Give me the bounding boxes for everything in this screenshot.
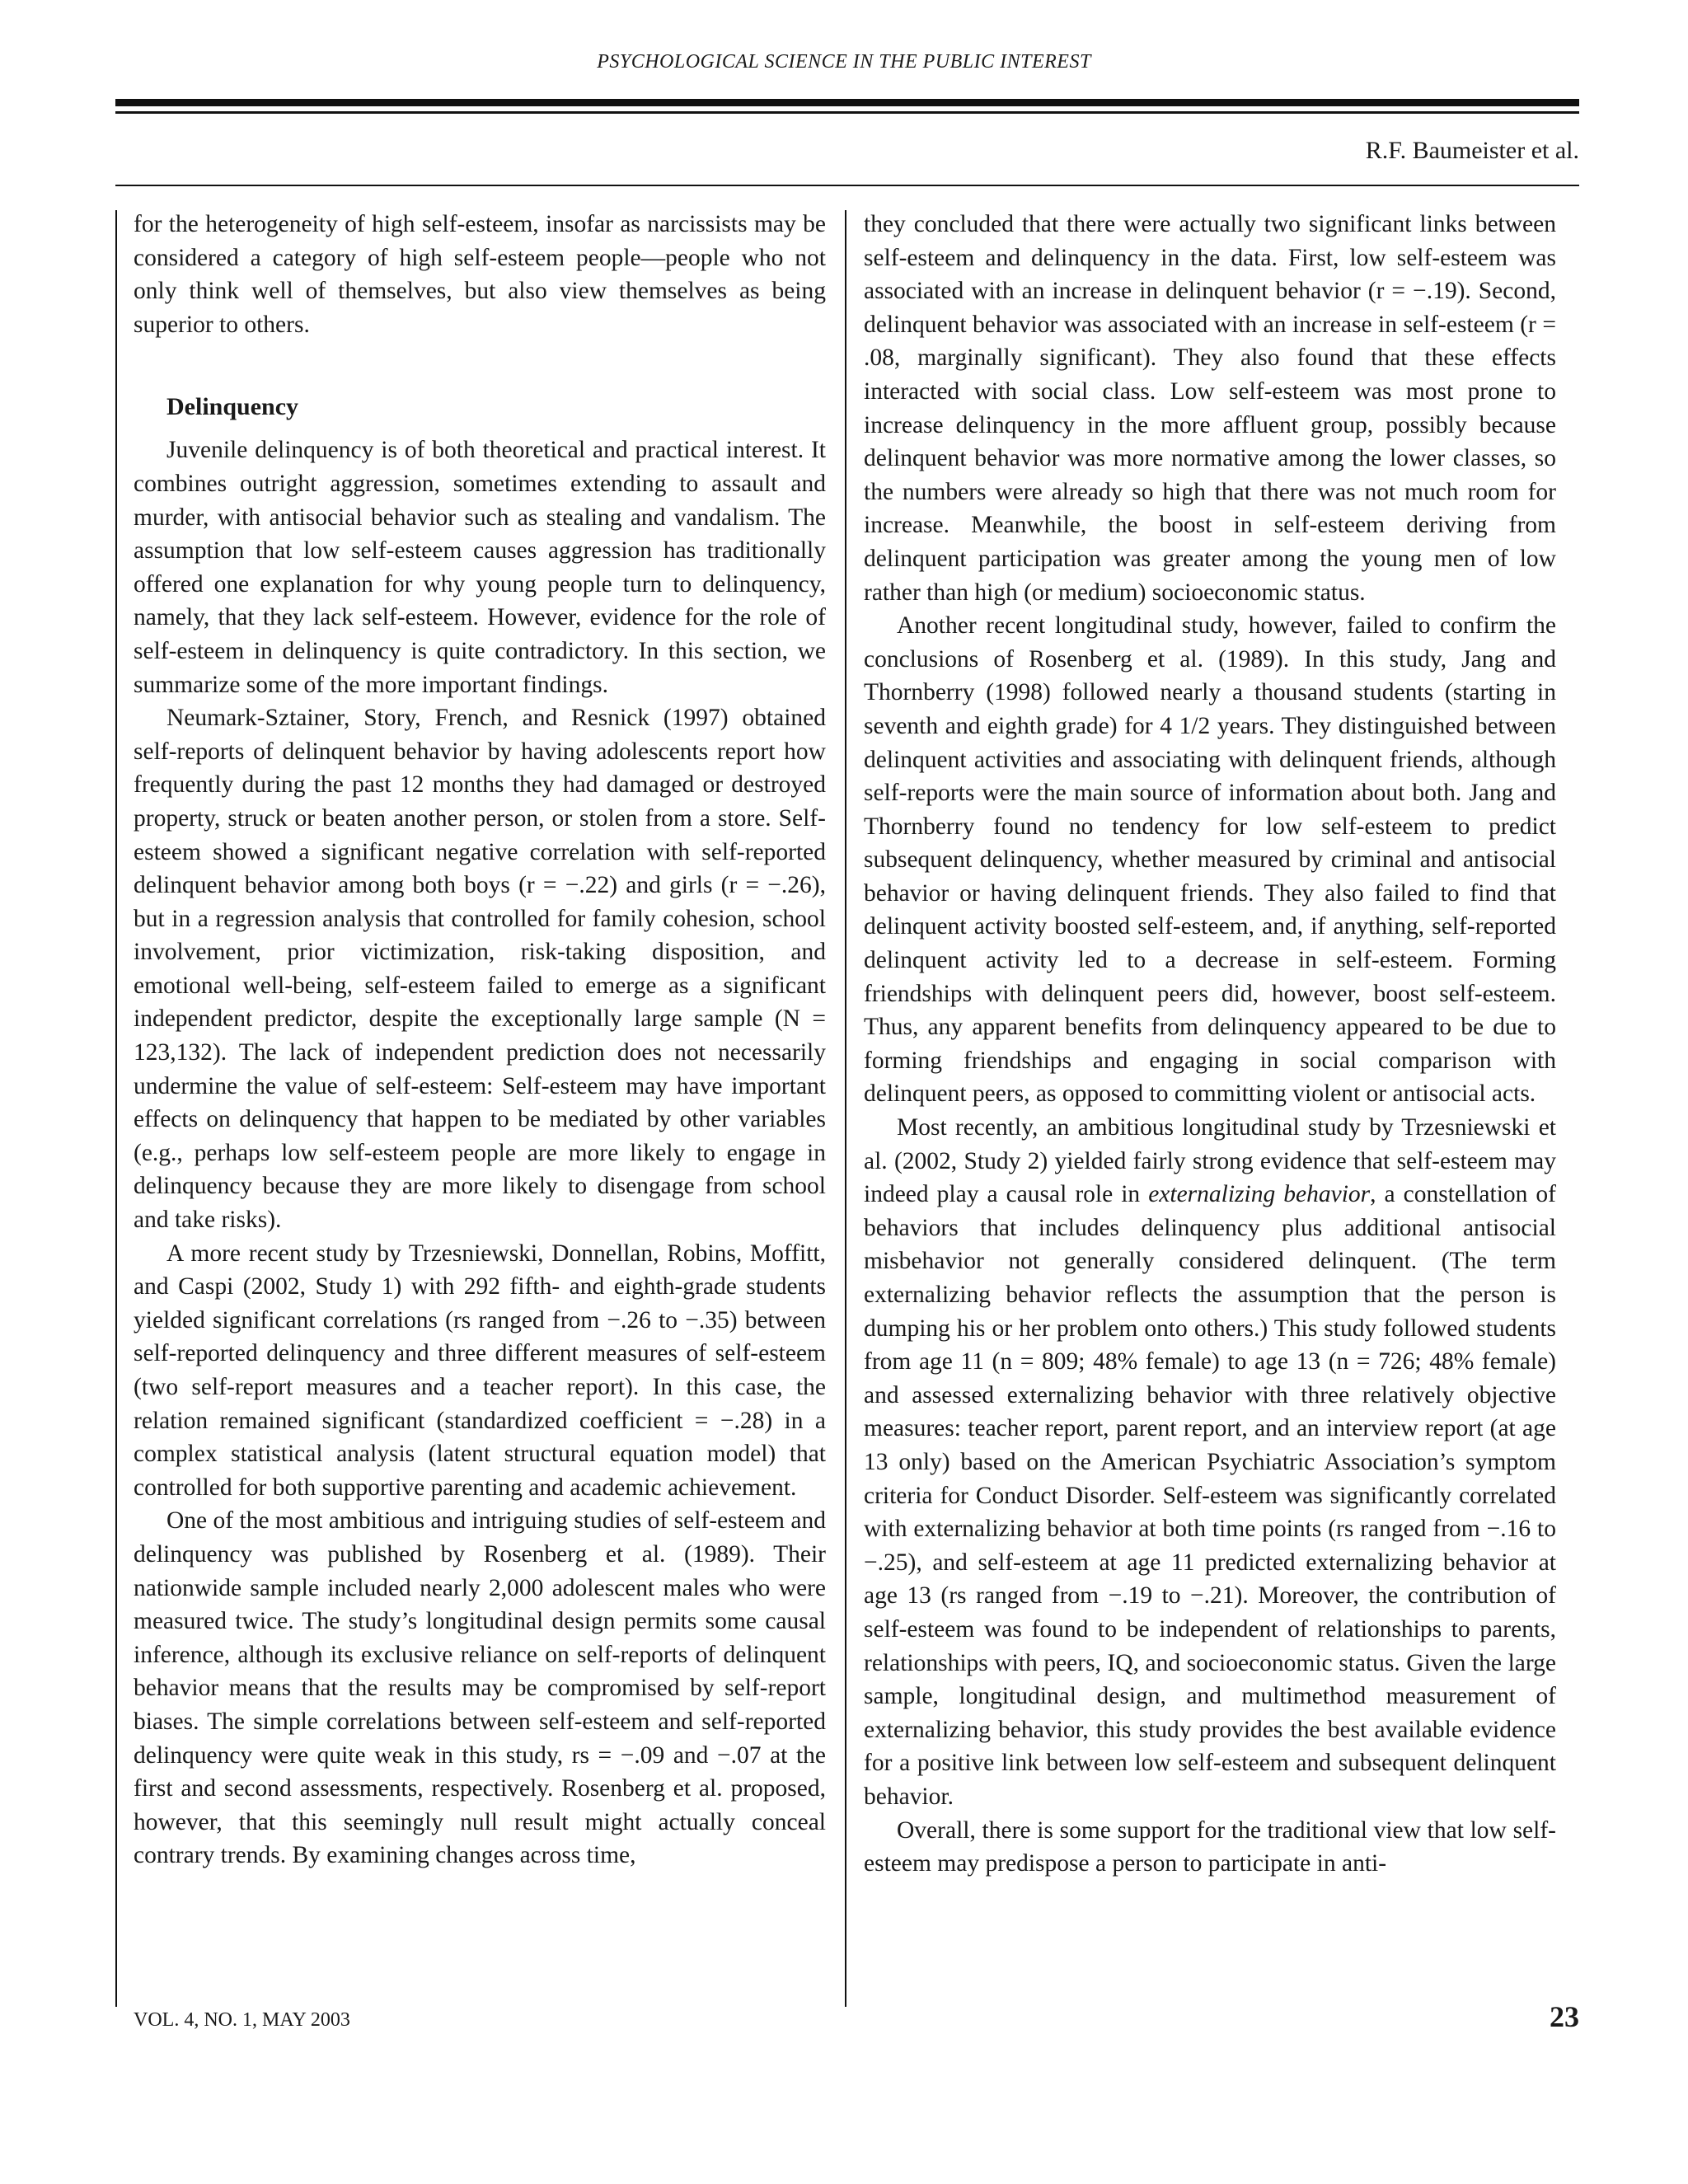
paragraph: Neumark-Sztainer, Story, French, and Resnick (1997) obtained self-reports of delinquent behavior by having adolescents report how frequently during the past 12 months they had damaged or destroyed property, struck or beaten another person, or stolen from a store. Self-esteem showed a significant negative correlation with self-reported delinquent behavior among both boys (r = −.22) and girls (r = −.26), but in a regression analysis that controlled for family cohesion, school involvement, prior victimization, risk-taking disposition, and emotional well-being, self-esteem failed to emerge as a significant independent predictor, despite the exceptionally large sample (N = 123,132). The lack of independent prediction does not necessarily undermine the value of self-esteem: Self-esteem may have important effects on delinquency that happen to be mediated by other variables (e.g., perhaps low self-esteem people are more likely to engage in delinquency because they are more likely to disengage from school and take risks). — [134, 705, 826, 1234]
paragraph: they concluded that there were actually two significant links between self-esteem and delinquency in the data. First, low self-esteem was associated with an increase in delinquent behavior (r = −.19). Second, delinquent behavior was associated with an increase in self-esteem (r = .08, marginally significant). They also found that these effects interacted with social class. Low self-esteem was most prone to increase delinquency in the more affluent group, possibly because delinquent behavior was more normative among the lower classes, so the numbers were already so high that there was not much room for increase. Meanwhile, the boost in self-esteem deriving from delinquent participation was greater among the young men of low rather than high (or medium) socioeconomic status. — [864, 211, 1556, 606]
paragraph: Another recent longitudinal study, however, failed to confirm the conclusions of Rosenberg et al. (1989). In this study, Jang and Thornberry (1998) followed nearly a thousand students (starting in seventh and eighth grade) for 4 1/2 years. They distinguished between delinquent activities and associating with delinquent friends, although self-reports were the main source of information about both. Jang and Thornberry found no tendency for low self-esteem to predict subsequent delinquency, whether measured by criminal and antisocial behavior or having delinquent friends. They also failed to find that delinquent activity boosted self-esteem, and, if anything, self-reported delinquent activity led to a decrease in self-esteem. Forming friendships with delinquent peers did, however, boost self-esteem. Thus, any apparent benefits from delinquency appeared to be due to forming friendships and engaging in social comparison with delinquent peers, as opposed to committing violent or antisocial acts. — [864, 612, 1556, 1108]
section-heading: Delinquency — [166, 393, 299, 421]
emphasized-term: externalizing behavior — [1148, 1181, 1371, 1208]
paragraph: A more recent study by Trzesniewski, Donnellan, Robins, Moffitt, and Caspi (2002, Study 1) with 292 fifth- and eighth-grade students yielded significant correlations (rs ranged from −.26 to −.35) between self-reported delinquency and three different measures of self-esteem (two self-report measures and a teacher report). In this case, the relation remained significant (standardized coefficient = −.28) in a complex statistical analysis (latent structural equation model) that controlled for both supportive parenting and academic achievement. — [134, 1240, 826, 1501]
running-head-authors: R.F. Baumeister et al. — [1365, 137, 1579, 164]
left-column — [134, 208, 826, 1872]
paragraph: for the heterogeneity of high self-esteem, insofar as narcissists may be considered a category of high self-esteem people—people who not only think well of themselves, but also view themselves as being superior to others. — [134, 211, 826, 338]
journal-title: PSYCHOLOGICAL SCIENCE IN THE PUBLIC INTEREST — [597, 51, 1091, 73]
text-run: Most recently, an ambitious longitudinal study by Trzesniewski et al. (2002, Study 2) yielded fairly strong evidence that self-esteem may indeed play a causal role in — [864, 1114, 1556, 1208]
paragraph: Juvenile delinquency is of both theoretical and practical interest. It combines outright aggression, sometimes extending to assault and murder, with antisocial behavior such as stealing and vandalism. The assumption that low self-esteem causes aggression has traditionally offered one explanation for why young people turn to delinquency, namely, that they lack self-esteem. However, evidence for the role of self-esteem in delinquency is quite contradictory. In this section, we summarize some of the more important findings. — [134, 437, 826, 698]
page-number: 23 — [1550, 2000, 1579, 2033]
text-run: , a constellation of behaviors that includes delinquency plus additional antisocial misbehavior not generally considered delinquent. (The term externalizing behavior reflects the assumption that the person is dumping his or her problem onto others.) This study followed students from age 11 (n = 809; 48% female) to age 13 (n = 726; 48% female) and assessed externalizing behavior with three relatively objective measures: teacher report, parent report, and an interview report (at age 13 only) based on the American Psychiatric Association’s symptom criteria for Conduct Disorder. Self-esteem was significantly correlated with externalizing behavior at both time points (rs ranged from −.16 to −.25), and self-esteem at age 11 predicted externalizing behavior at age 13 (rs ranged from −.19 to −.21). Moreover, the contribution of self-esteem was found to be independent of relationships to parents, relationships with peers, IQ, and socioeconomic status. Given the large sample, longitudinal design, and multimethod measurement of externalizing behavior, this study provides the best available evidence for a positive link between low self-esteem and subsequent delinquent behavior. — [864, 1181, 1556, 1810]
column-divider — [845, 210, 846, 2007]
header-rule-bottom — [115, 185, 1579, 186]
right-column — [864, 208, 1556, 1881]
left-column-rule — [115, 210, 117, 2007]
paragraph — [864, 1111, 1556, 1813]
header-rule-thin — [115, 111, 1579, 114]
header-rule-thick — [115, 99, 1579, 106]
paragraph: One of the most ambitious and intriguing studies of self-esteem and delinquency was published by Rosenberg et al. (1989). Their nationwide sample included nearly 2,000 adolescent males who were measured twice. The study’s longitudinal design permits some causal inference, although its exclusive reliance on self-reports of delinquent behavior means that the results may be compromised by self-report biases. The simple correlations between self-esteem and self-reported delinquency were quite weak in this study, rs = −.09 and −.07 at the first and second assessments, respectively. Rosenberg et al. proposed, however, that this seemingly null result might actually conceal contrary trends. By examining changes across time, — [134, 1507, 826, 1869]
issue-info: VOL. 4, NO. 1, MAY 2003 — [134, 2009, 350, 2031]
paragraph: Overall, there is some support for the traditional view that low self-esteem may predispose a person to participate in anti- — [864, 1816, 1556, 1877]
